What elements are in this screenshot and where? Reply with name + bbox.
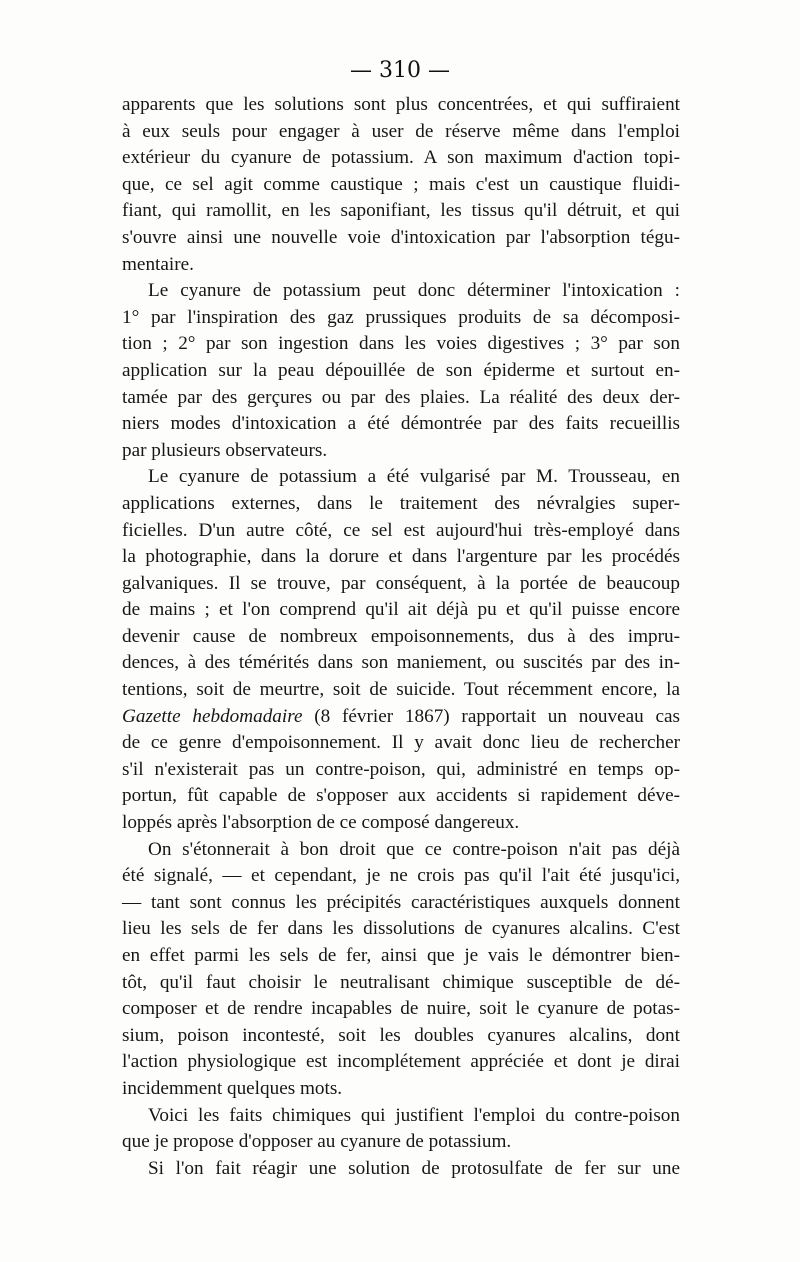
text-line: extérieur du cyanure de potassium. A son maximum d'action topi- (122, 147, 680, 169)
text-line: Le cyanure de potassium peut donc déterminer l'intoxication : (148, 280, 680, 302)
text-body (122, 92, 680, 1182)
text-line: à eux seuls pour engager à user de réserve même dans l'emploi (122, 120, 680, 142)
text-run: (8 février 1867) rapportait un nouveau cas (302, 705, 680, 727)
text-line: mentaire. (122, 253, 194, 275)
text-line: par plusieurs observateurs. (122, 439, 328, 461)
text-line: 1° par l'inspiration des gaz prussiques produits de sa décomposi- (122, 306, 680, 328)
journal-title: Gazette hebdomadaire (122, 705, 303, 727)
text-line: été signalé, — et cependant, je ne crois pas qu'il l'ait été jusqu'ici, (122, 865, 680, 887)
text-line: composer et de rendre incapables de nuire, soit le cyanure de potas- (122, 998, 680, 1020)
text-line: applications externes, dans le traitement des névralgies super- (122, 492, 680, 514)
text-line: s'ouvre ainsi une nouvelle voie d'intoxication par l'absorption tégu- (122, 226, 680, 248)
text-line: loppés après l'absorption de ce composé dangereux. (122, 812, 520, 834)
text-line: que je propose d'opposer au cyanure de potassium. (122, 1131, 512, 1153)
text-line: de ce genre d'empoisonnement. Il y avait donc lieu de rechercher (122, 732, 680, 754)
paragraph (122, 837, 680, 1103)
text-line: Si l'on fait réagir une solution de protosulfate de fer sur une (148, 1157, 680, 1179)
paragraph (122, 92, 680, 278)
text-line: portun, fût capable de s'opposer aux accidents si rapidement déve- (122, 785, 680, 807)
text-line: s'il n'existerait pas un contre-poison, qui, administré en temps op- (122, 758, 680, 780)
paragraph (122, 278, 680, 464)
text-line: l'action physiologique est incomplétement appréciée et dont je dirai (122, 1051, 680, 1073)
text-line: — tant sont connus les précipités caractéristiques auxquels donnent (122, 891, 680, 913)
text-line: la photographie, dans la dorure et dans l'argenture par les procédés (122, 546, 680, 568)
paragraph (122, 1156, 680, 1183)
text-line: sium, poison incontesté, soit les doubles cyanures alcalins, dont (122, 1024, 680, 1046)
page-number: — 310 — (350, 58, 450, 83)
text-line: tôt, qu'il faut choisir le neutralisant chimique susceptible de dé- (122, 971, 680, 993)
text-line: ficielles. D'un autre côté, ce sel est aujourd'hui très-employé dans (122, 519, 680, 541)
paragraph (122, 464, 680, 836)
text-line: incidemment quelques mots. (122, 1077, 343, 1099)
text-line: tamée par des gerçures ou par des plaies. La réalité des deux der- (122, 386, 680, 408)
text-line: lieu les sels de fer dans les dissolutions de cyanures alcalins. C'est (122, 918, 680, 940)
text-line: dences, à des témérités dans son maniement, ou suscités par des in- (122, 652, 680, 674)
text-line: niers modes d'intoxication a été démontrée par des faits recueillis (122, 413, 680, 435)
paragraph (122, 1103, 680, 1156)
text-line: Le cyanure de potassium a été vulgarisé par M. Trousseau, en (148, 466, 680, 488)
text-line: application sur la peau dépouillée de son épiderme et surtout en- (122, 359, 680, 381)
text-line-mixed (122, 704, 680, 731)
text-line: tion ; 2° par son ingestion dans les voies digestives ; 3° par son (122, 333, 680, 355)
text-line: On s'étonnerait à bon droit que ce contre-poison n'ait pas déjà (148, 838, 680, 860)
text-line: apparents que les solutions sont plus concentrées, et qui suffiraient (122, 94, 680, 115)
text-line: de mains ; et l'on comprend qu'il ait déjà pu et qu'il puisse encore (122, 599, 680, 621)
text-line: en effet parmi les sels de fer, ainsi que je vais le démontrer bien- (122, 945, 680, 966)
text-line: fiant, qui ramollit, en les saponifiant, les tissus qu'il détruit, et qui (122, 200, 680, 222)
text-line: Voici les faits chimiques qui justifient l'emploi du contre-poison (148, 1104, 680, 1126)
text-line: que, ce sel agit comme caustique ; mais c'est un caustique fluidi- (122, 173, 680, 195)
text-line: devenir cause de nombreux empoisonnements, dus à des impru- (122, 625, 680, 647)
text-line: tentions, soit de meurtre, soit de suicide. Tout récemment encore, la (122, 679, 680, 701)
text-line: galvaniques. Il se trouve, par conséquent, à la portée de beaucoup (122, 572, 680, 594)
